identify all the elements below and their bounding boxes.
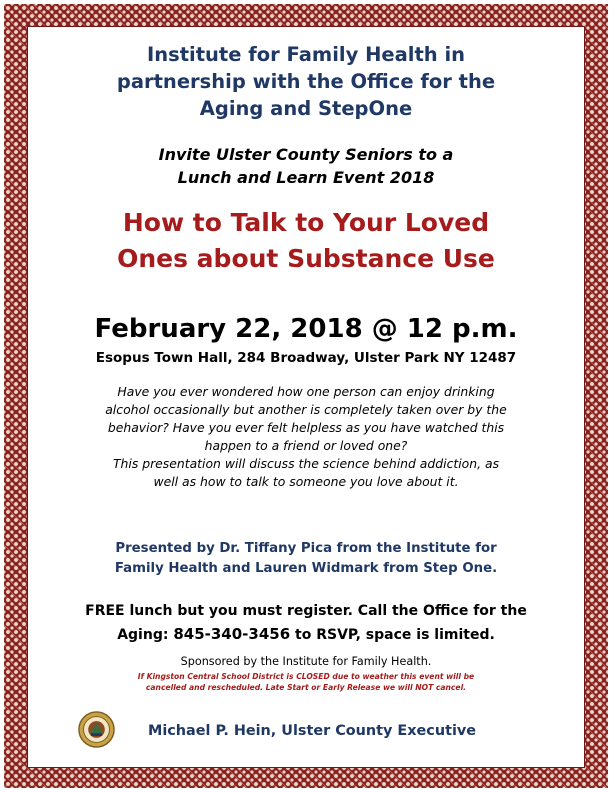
ulster-county-seal-icon [78,711,115,748]
description-line: alcohol occasionally but another is completely taken over by the [105,402,507,417]
flyer-content [27,26,585,768]
event-date: February 22, 2018 @ 12 p.m. [94,314,518,344]
organizer-heading [28,41,584,122]
organizer-line: partnership with the Office for the [116,70,496,93]
registration-prefix: Aging: [117,627,174,643]
event-description [28,383,584,491]
organizer-line: Aging and StepOne [199,97,413,120]
title-line: Ones about Substance Use [117,244,495,273]
registration-line: FREE lunch but you must register. Call the Office for the [85,603,527,619]
invitation-subheading [28,143,584,189]
presenters [28,539,584,579]
description-line: Have you ever wondered how one person can enjoy drinking [117,384,495,399]
presenters-line: Family Health and Lauren Widmark from Step One. [114,561,498,576]
sponsor-note: Sponsored by the Institute for Family Health. [180,655,432,668]
invite-line: Invite Ulster County Seniors to a [158,145,454,164]
description-line: behavior? Have you ever felt helpless as you have watched this [107,420,505,435]
registration-suffix: to RSVP, space is limited. [290,627,495,643]
registration-line [28,623,584,647]
presenters-line: Presented by Dr. Tiffany Pica from the Institute for [115,541,497,556]
organizer-line: Institute for Family Health in [146,43,466,66]
notice-line: If Kingston Central School District is CLOSED due to weather this event will be [137,672,475,681]
invite-line: Lunch and Learn Event 2018 [177,168,435,187]
registration-info [28,600,584,647]
event-venue: Esopus Town Hall, 284 Broadway, Ulster Park NY 12487 [95,350,517,366]
description-line: well as how to talk to someone you love about it. [153,474,459,489]
weather-notice [28,671,584,693]
title-line: How to Talk to Your Loved [122,208,490,237]
event-title [28,205,584,277]
county-executive: Michael P. Hein, Ulster County Executive [148,723,477,739]
description-line: This presentation will discuss the science behind addiction, as [112,456,500,471]
notice-line: cancelled and rescheduled. Late Start or Early Release we will NOT cancel. [145,683,467,692]
rsvp-phone-number: 845-340-3456 [173,625,291,643]
description-line: happen to a friend or loved one? [204,438,408,453]
